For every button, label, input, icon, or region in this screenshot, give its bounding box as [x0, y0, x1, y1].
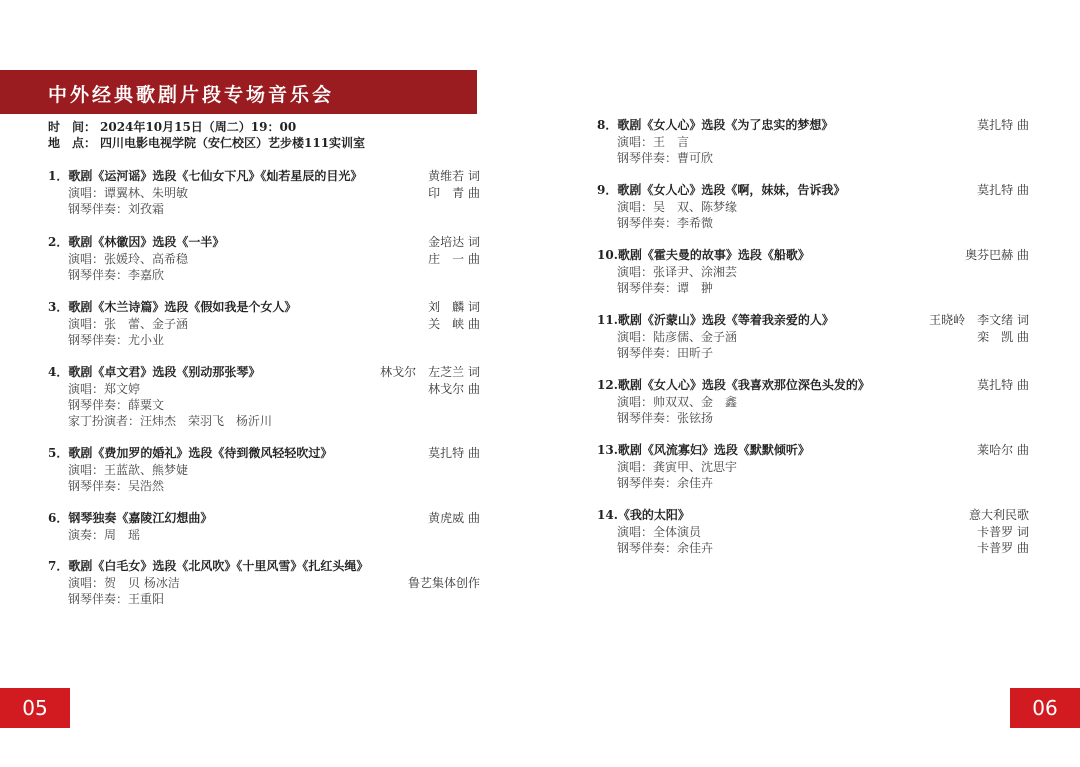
item-credit: 卡普罗 曲	[977, 541, 1029, 555]
item-title	[597, 312, 1029, 329]
item-detail-text: 钢琴伴奏：余佳卉	[617, 541, 714, 555]
item-detail-line	[597, 264, 1029, 280]
program-item	[597, 117, 1029, 166]
item-detail-line	[48, 267, 480, 283]
item-detail-text: 钢琴伴奏：刘孜霜	[68, 202, 165, 216]
program-item	[597, 247, 1029, 296]
item-credit: 莫扎特 曲	[977, 118, 1029, 132]
item-title-text: 12.歌剧《女人心》选段《我喜欢那位深色头发的》	[597, 378, 870, 392]
item-detail-line	[48, 413, 480, 429]
item-detail-text: 演唱：张 蕾、金子涵	[68, 317, 189, 331]
item-detail-text: 钢琴伴奏：余佳卉	[617, 476, 714, 490]
item-credit: 莫扎特 曲	[977, 183, 1029, 197]
program-item	[48, 299, 480, 348]
item-credit: 黄维若 词	[428, 169, 480, 183]
place-row	[48, 134, 365, 151]
item-detail-line	[597, 215, 1029, 231]
item-detail-text: 钢琴伴奏：薛粟文	[68, 398, 165, 412]
item-title-text: 7．歌剧《白毛女》选段《北风吹》《十里风雪》《扎红头绳》	[48, 559, 369, 573]
item-credit: 卡普罗 词	[977, 525, 1029, 539]
item-title	[597, 182, 1029, 199]
item-detail-line	[48, 251, 480, 267]
page-title: 中外经典歌剧片段专场音乐会	[48, 84, 335, 106]
item-title	[597, 117, 1029, 134]
item-detail-line	[48, 591, 480, 607]
item-detail-text: 演唱：张译尹、涂湘芸	[617, 265, 738, 279]
item-detail-line	[597, 475, 1029, 491]
item-detail-text: 钢琴伴奏：谭 翀	[617, 281, 714, 295]
program-item	[597, 377, 1029, 426]
item-title-text: 2．歌剧《林徽因》选段《一半》	[48, 235, 225, 249]
item-credit: 庄 一 曲	[428, 252, 480, 266]
item-detail-line	[48, 575, 480, 591]
item-detail-line	[48, 478, 480, 494]
item-detail-text: 演唱：陆彦儒、金子涵	[617, 330, 738, 344]
program-item	[48, 445, 480, 494]
item-detail-text: 钢琴伴奏：尤小业	[68, 333, 165, 347]
item-credit: 关 峡 曲	[428, 317, 480, 331]
program-item	[597, 507, 1029, 556]
item-detail-line	[597, 150, 1029, 166]
item-detail-line	[48, 185, 480, 201]
item-detail-text: 钢琴伴奏：李希微	[617, 216, 714, 230]
item-detail-line	[597, 524, 1029, 540]
program-item	[597, 312, 1029, 361]
item-credit: 王晓岭 李文绪 词	[929, 313, 1029, 327]
item-detail-text: 家丁扮演者：汪炜杰 荣羽飞 杨沂川	[68, 414, 273, 428]
item-credit: 林戈尔 曲	[428, 382, 480, 396]
item-detail-text: 演唱：帅双双、金 鑫	[617, 395, 738, 409]
item-credit: 印 青 曲	[428, 186, 480, 200]
item-credit: 鲁艺集体创作	[407, 576, 480, 590]
item-credit: 栾 凯 曲	[977, 330, 1029, 344]
item-credit: 莫扎特 曲	[428, 446, 480, 460]
item-title-text: 13.歌剧《风流寡妇》选段《默默倾听》	[597, 443, 810, 457]
item-title-text: 8．歌剧《女人心》选段《为了忠实的梦想》	[597, 118, 834, 132]
item-title	[597, 507, 1029, 524]
item-credit: 莫扎特 曲	[977, 378, 1029, 392]
item-detail-line	[597, 345, 1029, 361]
item-detail-line	[597, 280, 1029, 296]
program-item	[48, 510, 480, 543]
item-credit: 林戈尔 左芝兰 词	[380, 365, 480, 379]
item-credit: 金培达 词	[428, 235, 480, 249]
item-detail-text: 演唱：王 言	[617, 135, 690, 149]
page-number-right: 06	[1010, 688, 1080, 728]
item-detail-line	[597, 459, 1029, 475]
item-title	[48, 364, 480, 381]
item-title	[597, 442, 1029, 459]
item-detail-line	[48, 527, 480, 543]
item-detail-line	[597, 540, 1029, 556]
item-detail-line	[597, 329, 1029, 345]
item-title	[48, 510, 480, 527]
item-detail-line	[48, 332, 480, 348]
item-detail-line	[48, 397, 480, 413]
item-title-text: 1．歌剧《运河谣》选段《七仙女下凡》《灿若星辰的目光》	[48, 169, 363, 183]
program-item	[597, 442, 1029, 491]
item-credit: 奥芬巴赫 曲	[965, 248, 1029, 262]
item-detail-text: 钢琴伴奏：李嘉欣	[68, 268, 165, 282]
time-row	[48, 118, 296, 135]
time-label: 时 间：	[48, 120, 97, 134]
page-number-left: 05	[0, 688, 70, 728]
item-credit: 黄虎威 曲	[428, 511, 480, 525]
item-title-text: 11.歌剧《沂蒙山》选段《等着我亲爱的人》	[597, 313, 834, 327]
item-title	[597, 377, 1029, 394]
item-detail-line	[48, 201, 480, 217]
item-detail-line	[48, 316, 480, 332]
item-title-text: 4．歌剧《卓文君》选段《别动那张琴》	[48, 365, 261, 379]
item-detail-line	[597, 394, 1029, 410]
item-detail-text: 演唱：郑文婷	[68, 382, 141, 396]
item-credit: 意大利民歌	[968, 508, 1029, 522]
item-detail-text: 演唱：谭翼林、朱明敏	[68, 186, 189, 200]
item-detail-text: 演唱：贺 贝 杨冰洁	[68, 576, 180, 590]
item-title-text: 10.歌剧《霍夫曼的故事》选段《船歌》	[597, 248, 810, 262]
item-credit: 莱哈尔 曲	[977, 443, 1029, 457]
program-item	[48, 364, 480, 429]
item-detail-line	[48, 462, 480, 478]
item-title	[48, 558, 480, 575]
item-title	[48, 168, 480, 185]
item-title-text: 6．钢琴独奏《嘉陵江幻想曲》	[48, 511, 213, 525]
program-item	[48, 168, 480, 217]
item-detail-text: 钢琴伴奏：张铉扬	[617, 411, 714, 425]
item-detail-text: 演唱：全体演员	[617, 525, 702, 539]
item-detail-text: 钢琴伴奏：田昕子	[617, 346, 714, 360]
item-detail-text: 演唱：龚寅甲、沈思宇	[617, 460, 738, 474]
time-value: 2024年10月15日（周二）19：00	[100, 120, 297, 134]
item-title-text: 14.《我的太阳》	[597, 508, 690, 522]
item-title	[597, 247, 1029, 264]
place-label: 地 点：	[48, 136, 97, 150]
item-title-text: 3．歌剧《木兰诗篇》选段《假如我是个女人》	[48, 300, 297, 314]
item-detail-text: 演唱：王蓝歆、熊梦婕	[68, 463, 189, 477]
item-detail-line	[597, 134, 1029, 150]
item-detail-text: 钢琴伴奏：吴浩然	[68, 479, 165, 493]
program-item	[597, 182, 1029, 231]
item-title-text: 9．歌剧《女人心》选段《啊，妹妹，告诉我》	[597, 183, 846, 197]
item-detail-line	[48, 381, 480, 397]
item-title	[48, 299, 480, 316]
place-value: 四川电影电视学院（安仁校区）艺步楼111实训室	[100, 136, 366, 150]
item-credit: 刘 麟 词	[428, 300, 480, 314]
item-title	[48, 234, 480, 251]
title-banner	[0, 70, 477, 114]
item-detail-line	[597, 410, 1029, 426]
program-item	[48, 558, 480, 607]
item-detail-text: 演奏：周 瑶	[68, 528, 141, 542]
item-title	[48, 445, 480, 462]
item-detail-text: 演唱：吴 双、陈梦缘	[617, 200, 738, 214]
program-item	[48, 234, 480, 283]
item-detail-line	[597, 199, 1029, 215]
item-detail-text: 演唱：张媛玲、高希稳	[68, 252, 189, 266]
item-detail-text: 钢琴伴奏：王重阳	[68, 592, 165, 606]
item-detail-text: 钢琴伴奏：曹可欣	[617, 151, 714, 165]
item-title-text: 5．歌剧《费加罗的婚礼》选段《待到微风轻轻吹过》	[48, 446, 333, 460]
